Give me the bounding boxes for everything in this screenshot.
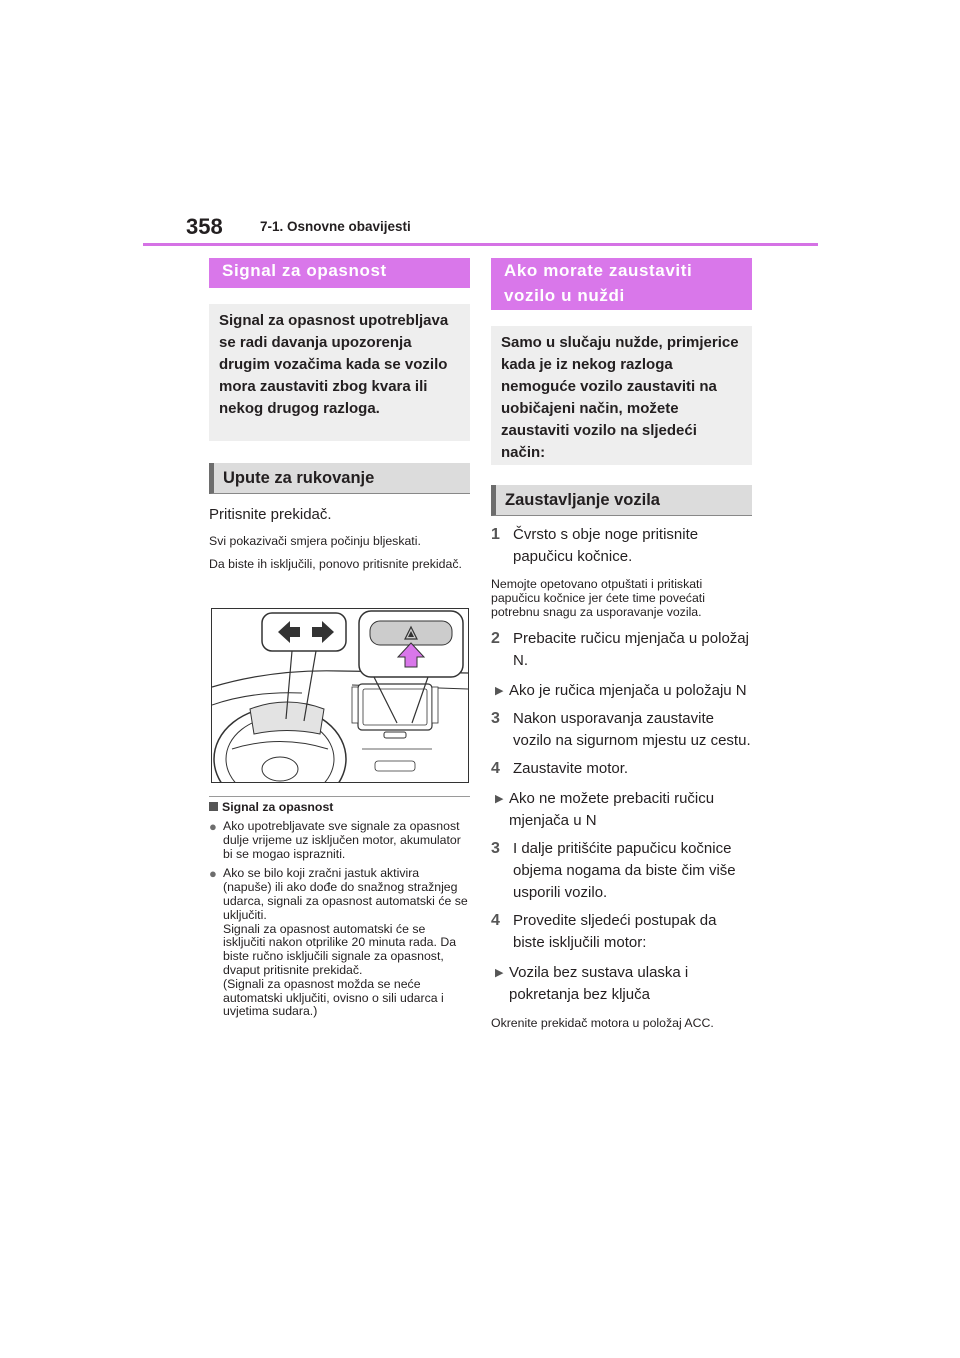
section-title-emergency: Ako morate zaustaviti vozilo u nuždi <box>491 258 752 310</box>
note-off: Da biste ih isključili, ponovo pritisnite prekidač. <box>209 557 462 571</box>
triangle-bullet-icon: ▶ <box>495 793 504 805</box>
bullet-item: ● Ako se bilo koji zračni jastuk aktivira (napuše) ili ako dođe do snažnog stražnjeg udarca, signali za opasnost automatski će se uključiti. Signali za opasnost automatski će se isključiti nakon otprilike 20 minuta rada. Da biste ručno isključili signale za opasnost, dvaput pritisnite prekidač. (Signali za opasnost možda se neće automatski uključiti, ovisno o sili udarca i uvjetima sudara.) <box>209 866 468 1019</box>
case-item: ▶ Ako je ručica mjenjača u položaju N <box>491 680 752 702</box>
square-bullet-icon <box>209 802 218 811</box>
section-title-hazard: Signal za opasnost <box>209 258 470 288</box>
bullet-item: ● Ako upotrebljavate sve signale za opasnost dulje vrijeme uz isključen motor, akumulator bi se mogao isprazniti. <box>209 819 461 861</box>
triangle-bullet-icon: ▶ <box>495 967 504 979</box>
case-item: ▶ Vozila bez sustava ulaska i pokretanja bez ključa <box>491 962 752 1006</box>
note-flash: Svi pokazivači smjera počinju bljeskati. <box>209 534 421 548</box>
intro-box: Signal za opasnost upotrebljava se radi davanja upozorenja drugim vozačima kada se vozilo mora zaustaviti zbog kvara ili nekog drugog razloga. <box>209 304 470 441</box>
step-item: 4 Provedite sljedeći postupak da biste isključili motor: <box>491 912 717 951</box>
step-item: 4 Zaustavite motor. <box>491 760 629 777</box>
note-brake: Nemojte opetovano otpuštati i pritiskati papučicu kočnice jer ćete time povećati potrebnu snagu za usporavanje vozila. <box>491 577 705 619</box>
dot-bullet-icon: ● <box>209 866 217 882</box>
case-item: ▶ Ako ne možete prebaciti ručicu mjenjača u N <box>491 788 752 832</box>
header-rule <box>143 243 818 246</box>
left-notes <box>209 800 470 1019</box>
subhead-operating: Upute za rukovanje <box>209 463 470 494</box>
note-rule <box>209 796 470 797</box>
page-number: 358 <box>186 214 223 239</box>
triangle-bullet-icon: ▶ <box>495 685 504 697</box>
left-column <box>209 258 470 573</box>
subhead-stopping: Zaustavljanje vozila <box>491 485 752 516</box>
step-item: 3 I dalje pritišćite papučicu kočnice objema nogama da biste čim više usporili vozilo. <box>491 840 736 901</box>
dashboard-drawing <box>212 609 468 782</box>
step-item: 1 Čvrsto s obje noge pritisnite papučicu kočnice. <box>491 526 699 565</box>
hazard-switch-illustration <box>211 608 469 783</box>
chapter-title: 7-1. Osnovne obavijesti <box>260 219 411 234</box>
right-column <box>491 258 752 1033</box>
note-acc: Okrenite prekidač motora u položaj ACC. <box>491 1016 714 1030</box>
step-item: 3 Nakon usporavanja zaustavite vozilo na sigurnom mjestu uz cestu. <box>491 710 751 749</box>
note-title: Signal za opasnost <box>209 800 470 814</box>
step-item: 2 Prebacite ručicu mjenjača u položaj N. <box>491 630 749 669</box>
dot-bullet-icon: ● <box>209 819 217 834</box>
instruction-text: Pritisnite prekidač. <box>209 506 332 523</box>
intro-box: Samo u slučaju nužde, primjerice kada je iz nekog razloga nemoguće vozilo zaustaviti na uobičajeni način, možete zaustaviti vozilo na sljedeći način: <box>491 326 752 465</box>
